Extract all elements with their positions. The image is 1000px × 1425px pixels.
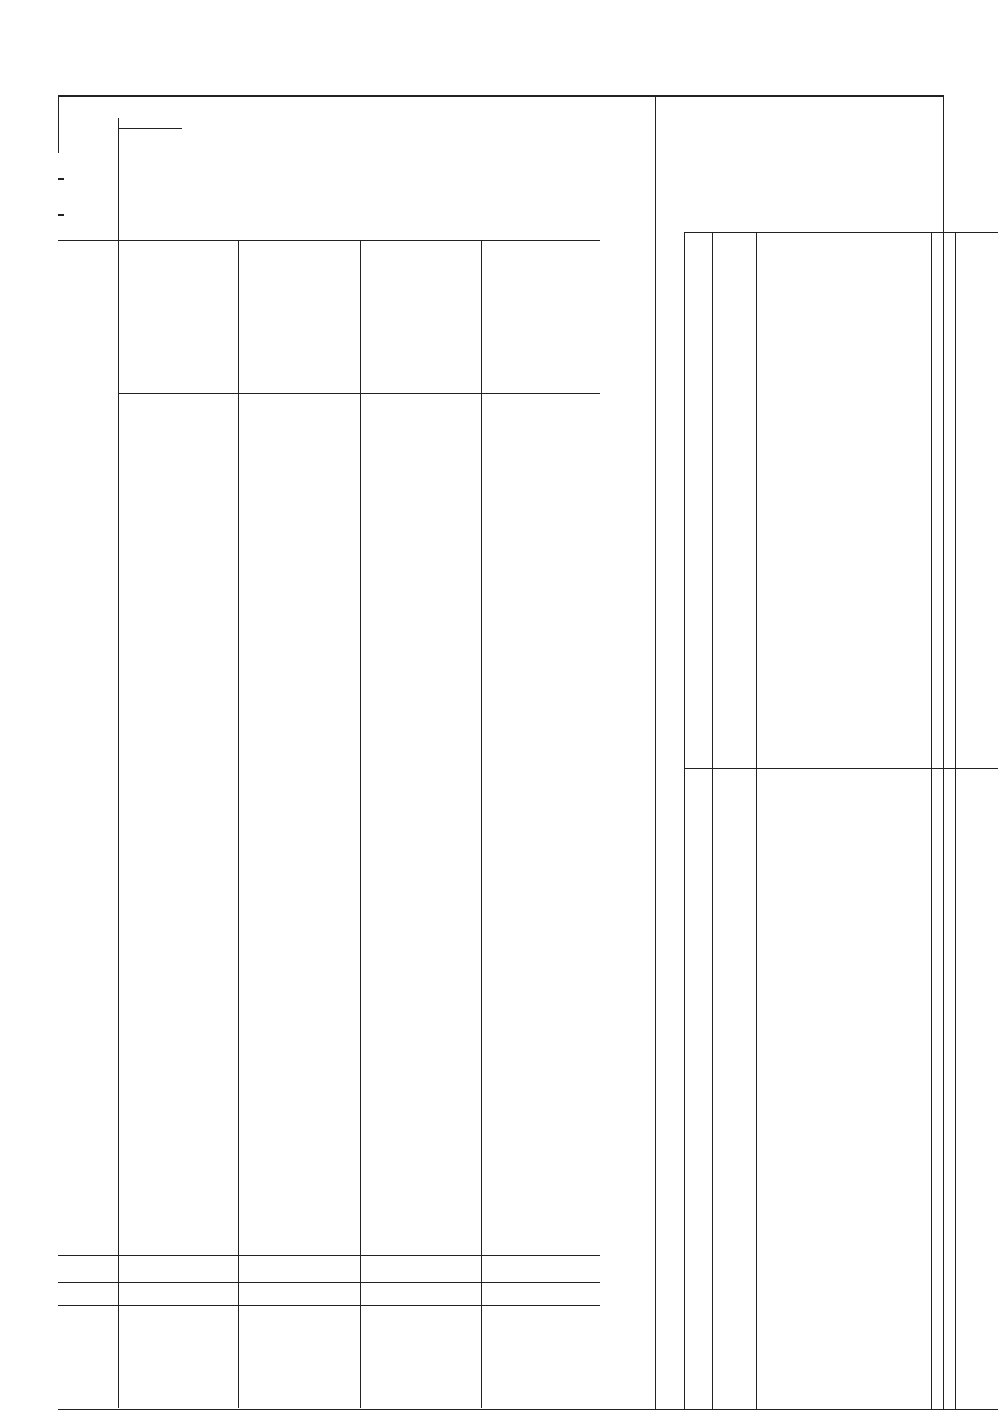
upper-bottom-rule — [118, 393, 600, 394]
right-panel-sub-col-4 — [955, 232, 956, 1409]
info-underline — [118, 128, 182, 129]
frame-right — [943, 95, 944, 1410]
divider-col-4 — [481, 240, 482, 1408]
divider-col-3 — [360, 240, 361, 1408]
frame-top — [58, 95, 944, 97]
divider-col-2 — [238, 240, 239, 1408]
station-marker-2 — [58, 214, 64, 216]
markante-bottom-rule — [58, 1255, 600, 1256]
frame-bottom — [58, 1409, 998, 1410]
right-panel-middle — [684, 768, 998, 769]
maxwind-rule — [58, 1305, 600, 1306]
right-panel-sub-col-3 — [931, 232, 932, 1409]
tropopause-rule — [58, 1282, 600, 1283]
right-panel-sub-col-2 — [756, 232, 757, 1409]
hpa-rule — [58, 240, 600, 241]
frame-left-outer — [58, 95, 59, 153]
right-panel-border — [684, 232, 685, 1409]
right-panel-top — [684, 232, 998, 233]
left-column-divider — [118, 118, 119, 1408]
station-marker-1 — [58, 178, 64, 180]
right-panel-sub-col-1 — [712, 232, 713, 1409]
main-column-divider — [655, 97, 656, 1409]
